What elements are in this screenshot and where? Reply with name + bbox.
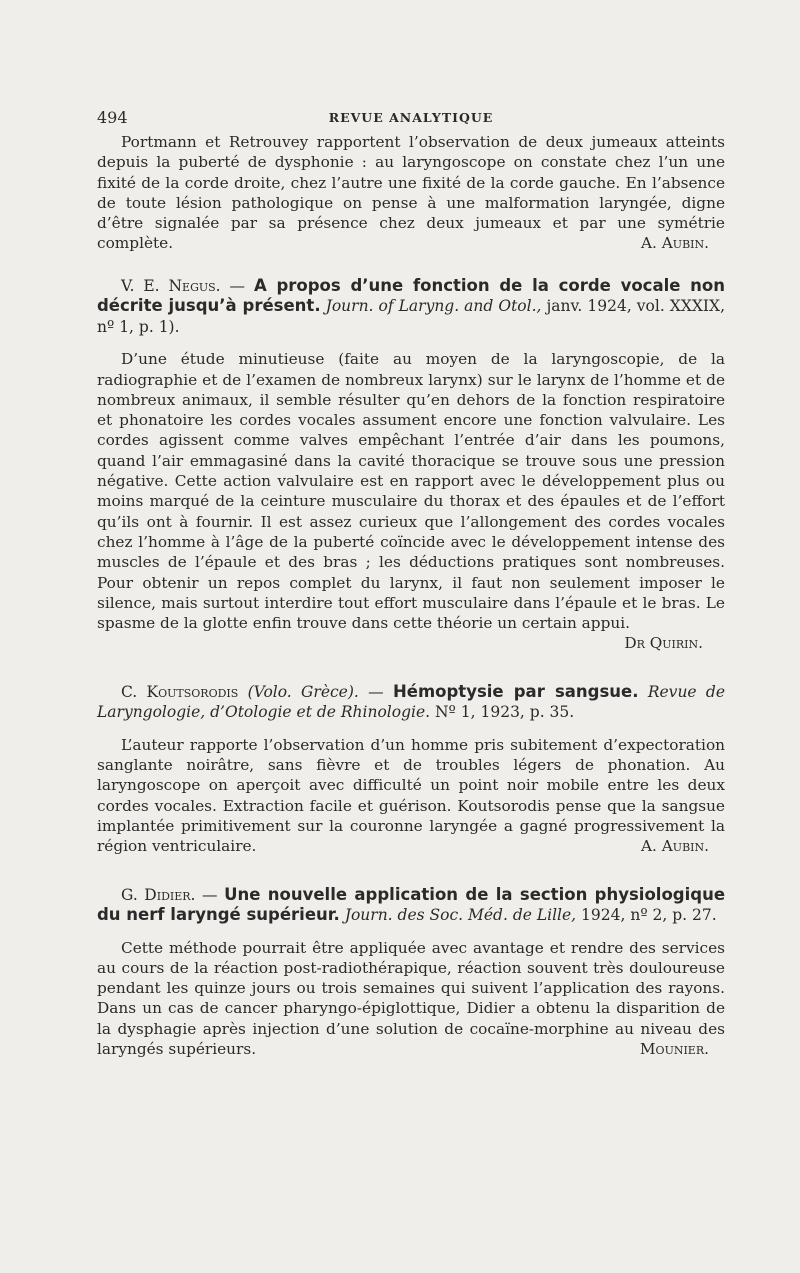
- citation-reference: janv. 1924, vol. XXXIX, nº 1, p. 1).: [97, 297, 725, 336]
- running-header: [97, 102, 725, 132]
- abstract-negus: [97, 276, 725, 654]
- abstract-body: Cette méthode pourrait être appliquée avec avantage et rendre des services au cours de la réaction post-radiothérapique, réaction souvent très douloureuse pendant les quinze jours ou trois semaines qui suivent l’application des rayons. Dans un cas de cancer pharyngo-épiglottique, Didier a obtenu la disparition de la dysphagie après injection d’une solution de cocaïne-morphine au niveau des laryngés supérieurs. Mounier.: [97, 938, 725, 1058]
- running-title: REVUE ANALYTIQUE: [328, 110, 494, 125]
- abstract-body: L’auteur rapporte l’observation d’un homme pris subitement d’expectoration sanglante noirâtre, sans fièvre et de troubles légers de phonation. Au laryngoscope on aperçoit avec difficulté un point noir mobile entre les deux cordes vocales. Extraction facile et guérison. Koutsorodis pense que la sangsue implantée primitivement sur la couronne laryngée a gagné progressivement la région ventriculaire. A. Aubin.: [97, 735, 725, 856]
- abstract-didier: [97, 885, 725, 1060]
- page-number: 494: [97, 108, 128, 127]
- citation-title: A propos d’une fonction de la corde vocale non décrite jusqu’à présent.: [97, 275, 726, 316]
- citation-title: Une nouvelle application de la section physiologique du nerf laryngé supérieur.: [97, 884, 726, 925]
- abstract-signature: Mounier.: [639, 1040, 709, 1058]
- citation-reference: Nº 1, 1923, p. 35.: [430, 703, 575, 722]
- page-content: [97, 102, 725, 1059]
- abstract-signature: Dr Quirin.: [624, 634, 703, 653]
- abstract-signature: A. Aubin.: [640, 837, 709, 856]
- citation-author: V. E. Negus.: [121, 276, 221, 295]
- citation-heading: G. Didier. — Une nouvelle application de la section physiologique du nerf laryngé supérieur. Journ. des Soc. Méd. de Lille, 1924, nº 2, p. 27.: [97, 884, 726, 925]
- citation-origin: (Volo. Grèce).: [238, 682, 359, 701]
- citation-author: G. Didier.: [121, 885, 196, 904]
- citation-journal: Journ. of Laryng. and Otol.,: [325, 297, 542, 316]
- abstract-body: Portmann et Retrouvey rapportent l’observation de deux jumeaux atteints depuis la puberté de dysphonie : au laryngoscope on constate chez l’un une fixité de la corde droite, chez l’autre une fixité de la corde gauche. En l’absence de toute lésion pathologique on pense à une malformation laryngée, digne d’être signalée par sa présence chez deux jumeaux et par une symétrie complète. A. Aubin.: [97, 133, 725, 253]
- abstract-koutsorodis: [97, 682, 725, 857]
- citation-journal: Revue de Laryngologie, d’Otologie et de Rhinologie.: [97, 682, 726, 722]
- abstract-body: D’une étude minutieuse (faite au moyen de la laryngoscopie, de la radiographie et de l’examen de nombreux larynx) sur le larynx de l’homme et de nombreux animaux, il semble résulter qu’en dehors de la fonction respiratoire et phonatoire les cordes vocales assument encore une fonction valvulaire. Les cordes agissent comme valves empêchant l’entrée d’air dans les poumons, quand l’air emmagasiné dans la cavité thoracique se trouve sous une pression négative. Cette action valvulaire est en rapport avec le développement plus ou moins marqué de la ceinture musculaire du thorax et des épaules et de l’effort qu’ils ont à fournir. Il est assez curieux que l’allongement des cordes vocales chez l’homme à l’âge de la puberté coïncide avec le développement intense des muscles de l’épaule et des bras ; les déductions pratiques sont nombreuses. Pour obtenir un repos complet du larynx, il faut non seulement imposer le silence, mais surtout interdire tout effort musculaire dans l’épaule et le bras. Le spasme de la glotte enfin trouve dans cette théorie un certain appui.: [97, 350, 725, 633]
- citation-heading: C. Koutsorodis (Volo. Grèce). — Hémoptysie par sangsue. Revue de Laryngologie, d’Otologie et de Rhinologie. Nº 1, 1923, p. 35.: [97, 681, 726, 722]
- citation-author: C. Koutsorodis: [121, 682, 239, 701]
- citation-title: Hémoptysie par sangsue.: [392, 681, 639, 701]
- abstract-signature: A. Aubin.: [640, 234, 709, 253]
- citation-heading: V. E. Negus. — A propos d’une fonction de la corde vocale non décrite jusqu’à présent. Journ. of Laryng. and Otol., janv. 1924, vol. XXXIX, nº 1, p. 1).: [97, 275, 726, 336]
- citation-reference: 1924, nº 2, p. 27.: [576, 906, 717, 925]
- citation-journal: Journ. des Soc. Méd. de Lille,: [344, 906, 577, 925]
- abstract-portmann: [97, 132, 725, 254]
